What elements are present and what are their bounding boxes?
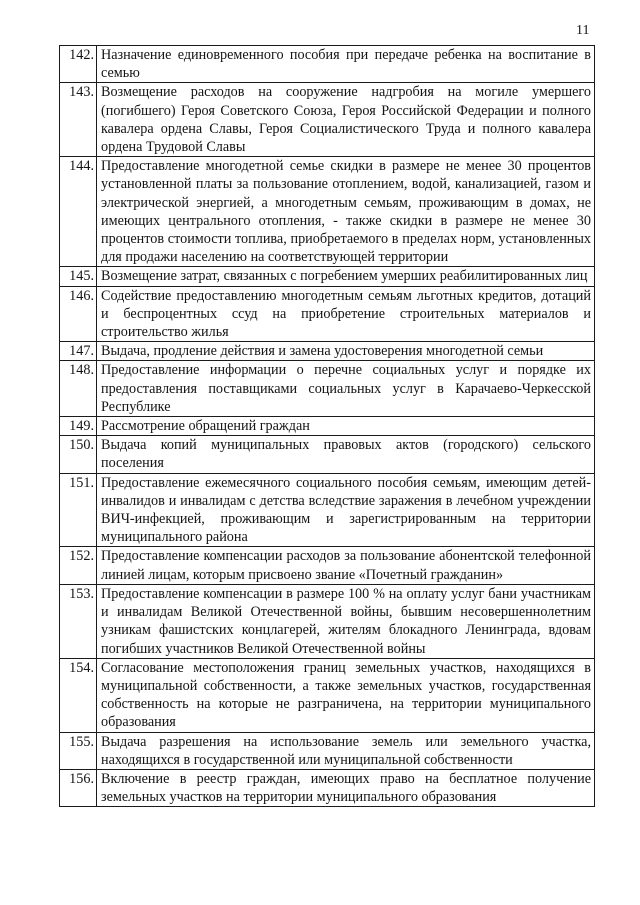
- row-service-text: Назначение единовременного пособия при передаче ребенка на воспитание в семью: [97, 46, 595, 83]
- row-number: 145.: [60, 267, 97, 286]
- row-number: 144.: [60, 157, 97, 267]
- row-number: 152.: [60, 547, 97, 584]
- row-number: 154.: [60, 658, 97, 732]
- table-row: [60, 547, 595, 584]
- row-service-text: Предоставление ежемесячного социального пособия семьям, имеющим детей-инвалидов и инвалидам с детства вследствие заражения в лечебном учреждении ВИЧ-инфекцией, проживающим и зарегистрированным на территории муниципального района: [97, 473, 595, 547]
- row-number: 147.: [60, 342, 97, 361]
- row-number: 150.: [60, 436, 97, 473]
- row-number: 146.: [60, 286, 97, 342]
- table-row: [60, 157, 595, 267]
- row-number: 143.: [60, 83, 97, 157]
- row-number: 142.: [60, 46, 97, 83]
- row-service-text: Выдача разрешения на использование земель или земельного участка, находящихся в государственной или муниципальной собственности: [97, 732, 595, 769]
- table-row: [60, 658, 595, 732]
- table-row: [60, 732, 595, 769]
- table-row: [60, 584, 595, 658]
- table-row: [60, 286, 595, 342]
- services-table: [59, 45, 595, 807]
- row-number: 153.: [60, 584, 97, 658]
- table-row: [60, 417, 595, 436]
- row-service-text: Предоставление информации о перечне социальных услуг и порядке их предоставления поставщиками социальных услуг в Карачаево-Черкесской Республике: [97, 361, 595, 417]
- row-service-text: Согласование местоположения границ земельных участков, находящихся в муниципальной собственности, а также земельных участков, государственная собственность на которые не разграничена, на территории муниципального образования: [97, 658, 595, 732]
- row-number: 149.: [60, 417, 97, 436]
- row-service-text: Рассмотрение обращений граждан: [97, 417, 595, 436]
- row-number: 156.: [60, 769, 97, 806]
- row-service-text: Выдача копий муниципальных правовых актов (городского) сельского поселения: [97, 436, 595, 473]
- row-service-text: Содействие предоставлению многодетным семьям льготных кредитов, дотаций и беспроцентных ссуд на приобретение строительных материалов и строительство жилья: [97, 286, 595, 342]
- table-row: [60, 83, 595, 157]
- table-row: [60, 267, 595, 286]
- row-service-text: Предоставление компенсации в размере 100 % на оплату услуг бани участникам и инвалидам Великой Отечественной войны, бывшим несовершеннолетним узникам фашистских концлагерей, жителям блокадного Ленинграда, вдовам погибших участников Великой Отечественной войны: [97, 584, 595, 658]
- table-row: [60, 473, 595, 547]
- row-number: 148.: [60, 361, 97, 417]
- page-number: 11: [576, 23, 590, 38]
- row-service-text: Предоставление компенсации расходов за пользование абонентской телефонной линией лицам, которым присвоено звание «Почетный гражданин»: [97, 547, 595, 584]
- table-row: [60, 361, 595, 417]
- row-number: 155.: [60, 732, 97, 769]
- table-row: [60, 342, 595, 361]
- row-service-text: Выдача, продление действия и замена удостоверения многодетной семьи: [97, 342, 595, 361]
- row-service-text: Возмещение затрат, связанных с погребением умерших реабилитированных лиц: [97, 267, 595, 286]
- row-service-text: Возмещение расходов на сооружение надгробия на могиле умершего (погибшего) Героя Советского Союза, Героя Российской Федерации и полного кавалера ордена Славы, Героя Социалистического Труда и полного кавалера ордена Трудовой Славы: [97, 83, 595, 157]
- table-row: [60, 769, 595, 806]
- row-service-text: Предоставление многодетной семье скидки в размере не менее 30 процентов установленной платы за пользование отоплением, водой, канализацией, газом и электрической энергией, а многодетным семьям, проживающим в домах, не имеющих центрального отопления, - также скидки в размере не менее 30 процентов стоимости топлива, приобретаемого в пределах норм, установленных для продажи населению на соответствующей территории: [97, 157, 595, 267]
- table-row: [60, 436, 595, 473]
- table-row: [60, 46, 595, 83]
- row-service-text: Включение в реестр граждан, имеющих право на бесплатное получение земельных участков на территории муниципального образования: [97, 769, 595, 806]
- row-number: 151.: [60, 473, 97, 547]
